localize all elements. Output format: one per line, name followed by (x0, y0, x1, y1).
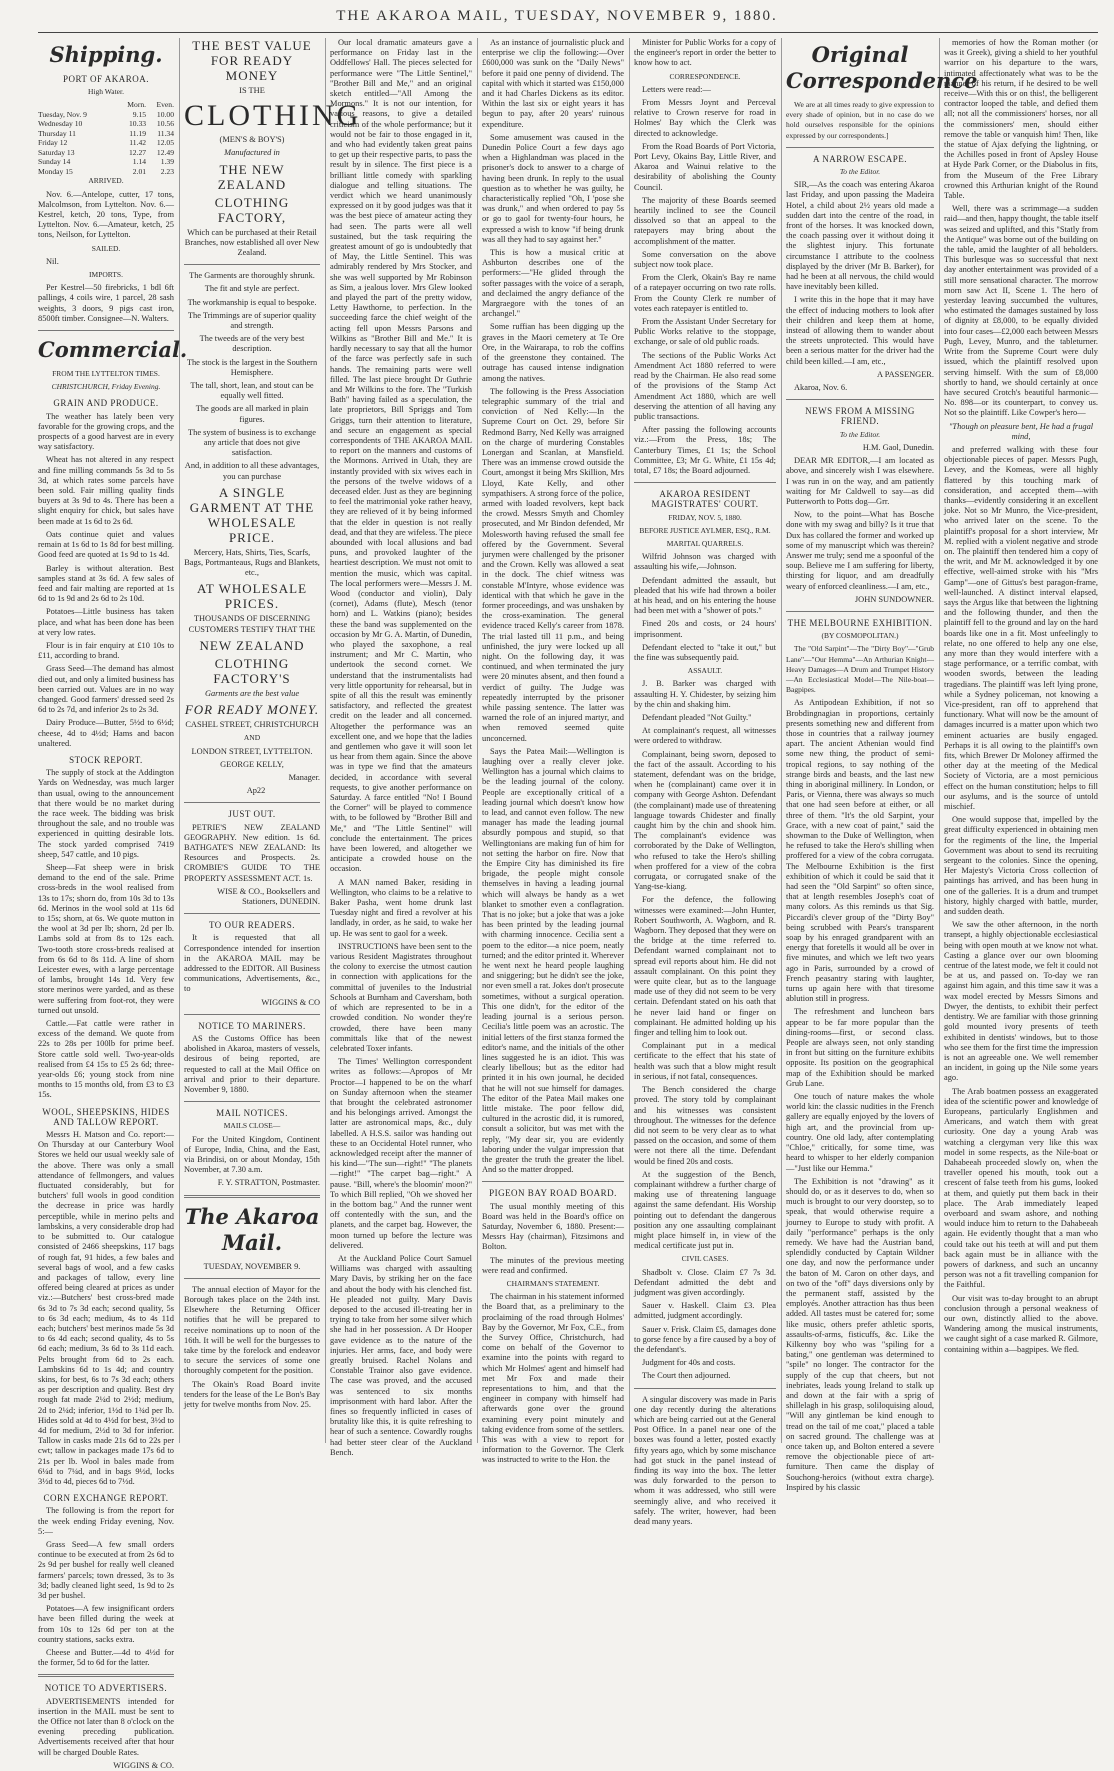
mariners-text: AS the Customs Office has been abolished in Akaroa, masters of vessels, desirous of being reported, are requested to call at the Mail Office on arrival and prior to their departure. November 9, 1880. (184, 1033, 320, 1094)
exhibition-paragraph: As Antipodean Exhibition, if not so Brobdingnagian in proportions, certainly presents something new and different from those in countries that a railway journey apart. The ancient Athenian would find some new thing, the product of semi-tropical regions, to say nothing of the strange birds and beasts, and the last new thing in aboriginal millinery. In London, or Paris, or Vienna, there was always so much that one had seen before at either, or all three of them. "It's the old Sarpint, your Grace, with a new coat of paint," said the showman to the Duke of Wellington, when he refused to take the Hero's shilling when proffered for a view of the cobra corrugata. The Melbourne Exhibition is the first exhibition of which it could be said that it had seen the "Old Sarpint" so often since, that at length resembles Joseph's coat of many colors. As this reminds us that Sig. Piccardi's clever group of the "Dirty Boy" being scrubbed with Pears's transparent soap by his enraged grandparent with an energy that foretells it would all be over in five minutes, and which we left two years ago in Paris, surrounded by a crowd of French peasantry staring with laughter, turns up again here with that tiresome ablution still in progress. (786, 698, 934, 1004)
ad-line: The Trimmings are of superior quality and strength. (187, 310, 317, 331)
ad-line: IS THE (239, 86, 265, 95)
column-divider (325, 38, 326, 1443)
court-heading: AKAROA RESIDENT MAGISTRATES' COURT. (651, 489, 759, 510)
ad-line: CLOTHING FACTORY'S (213, 655, 291, 686)
exhibition-paragraph: Our visit was to-day brought to an abrupt conclusion through a personal weakness of our own, distinctly allied to the above. Wandering among the musical instruments, we caught sight of a case marked R. Gilmore, containing within a—bagpipes. We fled. (944, 1293, 1098, 1354)
dateline: CHRISTCHURCH, Friday Evening. (51, 382, 161, 392)
leader-paragraph: The annual election of Mayor for the Borough takes place on the 24th inst. Elsewhere the Returning Officer notifies that he will be prepared to receive nominations up to noon of the 16th. It will be well for the burgesses to take time by the forelock and endeavor to secure the services of some one thoroughly competent for the position. (184, 1284, 320, 1376)
correspondence-title: Original Correspondence (786, 42, 978, 93)
news-paragraph: The sections of the Public Works Act Amendment Act 1880 referred to were read by the Chairman. He also read some of the provisions of the Stamp Act Amendment Act 1880, which are well deserving the attention of all having any public transactions. (634, 350, 776, 421)
column-2 (184, 38, 362, 1443)
ad-line: The tall, short, lean, and stout can be equally well fitted. (190, 381, 314, 401)
exhibition-summary: The "Old Sarpint"—The "Dirty Boy"—"Grub Lane"—"Our Hemma"—An Arthurian Knight—Heavy Damages—A Drum and Trumpet History—An Ecclesiastical Model—The Nile-boat—Bagpipes. (786, 644, 934, 695)
separator (786, 611, 934, 612)
news-paragraph: Shadbolt v. Close. Claim £7 7s 3d. Defendant admitted the debt and judgment was given accordingly. (634, 1267, 776, 1297)
news-paragraph: From the Clerk, Okain's Bay re name of a ratepayer occurring on two rate rolls. From the County Clerk re number of votes each ratepayer is entitled to. (634, 273, 776, 313)
separator (184, 913, 320, 914)
separator (38, 1674, 174, 1677)
exhibition-paragraph: One would suppose that, impelled by the great difficulty experienced in obtaining men for the regiments of the line, the Imperial Government was about to send its recruiting sergeant to the colonies. Since the opening, Her Majesty's Victoria Cross collection of paintings has arrived, and has been hung in one of the galleries. It is a drum and trumpet history, highly charged with battle, murder, and sudden death. (944, 815, 1098, 917)
readers-text: It is requested that all Correspondence intended for insertion in the AKAROA MAIL may be addressed to the EDITOR. All Business communications, Advertisements, &c., to (184, 933, 320, 994)
clothing-advertisement (184, 38, 362, 796)
ad-line: THE BEST VALUE FOR READY MONEY (192, 38, 312, 83)
pigeon-bay-heading: PIGEON BAY ROAD BOARD. (489, 1188, 617, 1199)
column-7 (944, 38, 1098, 1443)
letter-heading: NEWS FROM A MISSING FRIEND. (805, 406, 915, 427)
news-paragraph: The Court then adjourned. (642, 1371, 731, 1381)
mail-heading: MAIL NOTICES. (216, 1108, 288, 1119)
news-paragraph: Some amusement was caused in the Dunedin Police Court a few days ago when a Highlandman was placed in the prisoner's dock to answer to a charge of having been drunk. In reply to the usual question as to whether he was guilty, he characteristically replied "Oh, I 'pose she was drunk," and when ordered to pay 5s or go to gaol for twenty-four hours, he expressed a wish to know "if being drunk was all they had to say against her." (482, 132, 624, 244)
news-paragraph: Complainant put in a medical certificate to the effect that his state of health was such that a blow might result in serious, if not fatal, consequences. (634, 1041, 776, 1081)
news-paragraph: Defendant elected to "take it out," but the fine was subsequently paid. (634, 642, 776, 662)
masthead-rule (38, 32, 1098, 33)
grain-paragraph: The weather has lately been very favorable for the growing crops, and the prospects of a good harvest are in every way satisfactory. (38, 411, 174, 452)
column-divider (939, 38, 940, 1443)
letter-heading: A NARROW ESCAPE. (812, 153, 908, 164)
imports-text: Per Kestrel—50 firebricks, 1 bdl 6ft pallings, 4 coils wire, 1 parcel, 28 sash weights, 3 doors, 9 pigs cast iron, 8500ft timber. Consignee—N. Walters. (38, 283, 174, 323)
column-divider (477, 38, 478, 1443)
news-paragraph: Judgment for 40s and costs. (642, 1358, 736, 1368)
ad-line: GEORGE KELLY, (220, 759, 284, 769)
leader-paragraph: The Okain's Road Board invite tenders for the lease of the Le Bon's Bay jetty for twelve months from Nov. 25. (184, 1379, 320, 1410)
news-paragraph: A MAN named Baker, residing in Wellington, who claims to be a relative to Baker Pasha, went home drunk last Tuesday night and fired a revolver at his landlady, in order, as he said, to wake her up. He was sent to gaol for a week. (330, 877, 472, 938)
news-paragraph: At complainant's request, all witnesses were ordered to withdraw. (634, 726, 776, 746)
separator (184, 1101, 320, 1102)
ad-line: NEW ZEALAND (199, 637, 305, 653)
news-paragraph: Letters were read:— (642, 84, 711, 94)
corn-paragraph: Grass Seed—A few small orders continue to be executed at from 2s 6d to 2s 9d per bushel for really well cleaned farmers' parcels; town dressed, 3s to 3s 3d; badly cleaned light seed, 1s 9d to 2s 3d per bushel. (38, 1539, 174, 1600)
tide-header-row: Morn. Even. (127, 100, 174, 110)
exhibition-paragraph: One touch of nature makes the whole world kin: the classic nudities in the French gallery are equally enjoyed by the lovers of high art, and the provincial from up-country. One old lady, after contemplating "Chloe," critically, for some time, was heard to whisper to her elderly companion—"Just like our Hemma." (786, 1092, 934, 1173)
grain-paragraph: Oats continue quiet and values remain at 1s 6d to 1s 8d for best milling. Good feed are quoted at 1s 9d to 1s 4d. (38, 529, 174, 560)
letter-signature: JOHN SUNDOWNER. (854, 594, 934, 604)
exhibition-paragraph: We saw the other afternoon, in the north transept, a highly objectionable ecclesiastical being with open mouth at we know not what. Casting a glance over our own blooming centrue of the latest mode, we felt it could not be at us, and passed on. To-day we ran against him again, and this time saw it was a wax model erected by Messrs Simons and Dwyer, the dentists, to exhibit their perfect dentistry. We are familiar with those grinning gold mounted ivory presents of teeth exhibited in dentists' windows, but to those who see them for the first time the impression is not an agreeable one. We well remember an incident, in going up the Nile some years ago. (944, 920, 1098, 1083)
paper-date: TUESDAY, NOVEMBER 9. (203, 1261, 301, 1271)
column-4 (482, 38, 624, 1465)
grain-paragraph: Potatoes—Little business has taken place, and what has been done has been at very low rates. (38, 607, 174, 637)
letter-paragraph: DEAR MR EDITOR,—I am located as above, and sincerely wish I was elsewhere. I was run in on the way, and am patiently waiting for Mr Caldwell to say—as did Putterworth to Potts dog—Grr. (786, 456, 934, 506)
tide-row: Tuesday, Nov. 9 9.15 10.00 (38, 109, 174, 119)
stock-paragraph: Cattle.—Fat cattle were rather in excess of the demand. We quote from 22s to 28s per 100lb for prime beef. Store cattle sold well. Two-year-olds realised from £4 15s to £5 2s 6d; three-year-olds £6; young stock from nine months to 15 months old, from £3 to £3 15s. (38, 1019, 174, 1100)
news-paragraph: Wilfrid Johnson was charged with assaulting his wife,—Johnson. (634, 552, 776, 572)
grain-paragraph: Barley is without alteration. Best samples stand at 3s 6d. A few sales of feed and fair malting are reported at 1s 6d to 1s 9d and 2s 6d to 2s 10d. (38, 563, 174, 604)
ad-line: The goods are all marked in plain figures. (195, 404, 309, 424)
news-paragraph: Defendant admitted the assault, but pleaded that his wife had thrown a boiler at his head, and on his entering the house had been met with a "shower of pots." (634, 575, 776, 616)
notice-signature: WIGGINS & CO. (113, 1760, 174, 1770)
tide-row: Wednesday 10 10.33 10.56 (38, 119, 174, 129)
news-paragraph: The majority of these Boards seemed heartily inclined to see the Council dissolved so that an appeal to the ratepayers may bring about the accomplishment of the matter. (634, 195, 776, 246)
exhibition-paragraph: memories of how the Roman mother (or was it Greek), giving a shield to her youthful warrior on his departure to the wars, intimated affectionately what was to be the manner of his return, if he desired to be well receive—With this or on this!, the belligerent contractor looped the table, and defied them all; not all the commissioners' horses, nor all the commissioners' men, should either remove the table or vanquish him! Then, like the statue of Ajax defying the lightning, or the Achilles posed in front of Apsley House at Hyde Park Corner, or the Diabolus in fits, from the Museum of the Free Library crowned this Arthurian knight of the Round Table. (944, 38, 1098, 201)
corn-paragraph: The following is from the report for the week ending Friday evening, Nov. 5:— (38, 1506, 174, 1536)
exhibition-quote: "Though on pleasure bent, He had a frugal mind, (948, 421, 1094, 441)
exhibition-heading: THE MELBOURNE EXHIBITION. (787, 617, 933, 628)
news-paragraph: The following is the Press Association telegraphic summary of the trial and conviction of Ned Kelly:—In the Supreme Court on Oct. 29, before Sir Redmond Barry, Ned Kelly was arraigned on the charge of murdering Constables Lonergan and Scanlan, at Mansfield. There was an immense crowd outside the Court, amongst it being Mrs Skillion, Mrs Lloyd, Kate Kelly, and other sympathisers. A strong force of the police, armed with loaded revolvers, kept back the crowd. Messrs Smyth and Chomley prosecuted, and Mr Bindon defended, Mr Molesworth having refused the small fee offered by the Government. Several jurymen were challenged by the prisoner and the Crown. Kelly was allowed a seat in the dock. The chief witness was constable M'Intyre, whose evidence was identical with that which he gave in the former proceedings, and was unshaken by the cross-examination. The general evidence traced Kelly's career from 1878. The trial lasted till 11 p.m., and being unfinished, the jury were locked up all night. On the following day, it was continued, and when terminated the jury were 20 minutes absent, and then found a verdict of guilty. The Judge was repeatedly interrupted by the prisoner while passing sentence. The latter was warned the role of an injured martyr, and when removed seemed quite unconcerned. (482, 386, 624, 743)
separator (482, 1181, 624, 1182)
news-paragraph: Minister for Public Works for a copy of the engineer's report in order the better to know how to act. (634, 38, 776, 68)
separator (184, 802, 320, 803)
exhibition-paragraph: The Arab boatmen possess an exaggerated idea of the scientific power and knowledge of Europeans, particularly Englishmen and Americans, and watch them with great curiosity. One day a young Arab was watching a clergyman very like this wax model in some respects, as the Nile-boat or Dahabeeah proceeded slowly on, when the traveller opened his mouth, took out a crescent of false teeth from his gums, looked at them, and quietly put them back in their place. The Arab immediately leaped overboard and swam ashore, and nothing would induce him to return to the Dahabeeah again. He evidently thought that a man who could take out his teeth at will and put them back again must be in alliance with the powers of darkness, and such an uncanny person was not a fit travelling companion for the Faithful. (944, 1086, 1098, 1290)
just-out-heading: JUST OUT. (228, 809, 276, 820)
corn-paragraph: Cheese and Butter.—4d to 4½d for the former, 5d to 6d for the latter. (38, 1648, 174, 1668)
exhibition-paragraph: The refreshment and luncheon bars appear to be far more popular than the dining-rooms—first, or second class. People are always seen, not only standing in front but sitting on the furniture exhibits opposite. Its position on the geographical map of the Exhibition should be marked Grub Lane. (786, 1007, 934, 1088)
tide-row: Thursday 11 11.19 11.34 (38, 128, 174, 138)
just-out-text: PETRIE'S NEW ZEALAND GEOGRAPHY. New edition. 1s 6d. BATHGATE'S NEW ZEALAND: Its Resources and Prospects. 2s. CROMBIE'S GUIDE TO THE PROPERTY ASSESSMENT ACT. 1s. (184, 822, 320, 883)
wool-paragraph: Messrs H. Matson and Co. report:—On Thursday at our Canterbury Wool Stores we held our usual weekly sale of the above. There was only a small attendance of fellmongers, and values fluctuated considerably, but for butchers' full wools in good condition the decrease in price was hardly perceptible, while in merino pelts and lambskins, a very considerable drop had to be submitted to. Our catalogue consisted of 2466 sheepskins, 117 bags of rough fat, 91 hides, a few bales and several bags of wool, and a few casks and packages of tallow, every line offered being cleared at prices as under viz.:—Butchers' best cross-bred made 6s 3d to 7s 3d each; second quality, 5s to 6s 3d each; medium, 4s to 4s 11d each; butchers' best merinos made 5s 3d to 6s 4d each; second quality, 4s to 5s 6d each; medium, 3s 6d to 3s 11d each. Pelts brought from 6d to 2s each. Lambskins 6d to 1s 4d; and country skins, for best, 6s to 7s 3d each; others as per description and quality. Best dry rough fat made 2¼d to 2½d; medium, 2d to 2¼d; inferior, 1½d to 1¾d per lb. Hides sold at 4d to 4½d for best, 3½d to 4d for medium, 2½d to 3d for inferior. Tallow in casks made 21s 6d to 22s per cwt; tallow in packages made 17s 6d to 21s per lb. Wool in bales made from 6¼d to 7¼d, and in bags 9½d, locks 3½d to 4d, pieces 6d to 7½d. (38, 1130, 174, 1486)
separator (38, 330, 174, 331)
ad-line: CASHEL STREET, CHRISTCHURCH (185, 720, 319, 730)
court-subheading: CIVIL CASES. (681, 1254, 729, 1264)
ad-line: THOUSANDS OF DISCERNING CUSTOMERS TESTIFY THAT THE (188, 614, 316, 634)
court-subheading: MARITAL QUARRELS. (666, 538, 744, 548)
news-paragraph: Our local dramatic amateurs gave a performance on Friday last in the Oddfellows' Hall. The pieces selected for performance were "The Little Sentinel," "Brother Bill and Me," and an original sketch entitled—"All Among the Mormons." It is not our intention, for various reasons, to give a detailed criticism of the whole performance; but it would not be fair to those engaged in it, and who had evidently taken great pains to get up their respective parts, to pass the result by in silence. The first piece is a brilliant little comedy with sparkling dialogue and telling situations. The verdict which we heard unanimously expressed on it by good judges was that it was the best piece of amateur acting they had seen. The parts were all well sustained, but the task requiring the greatest amount of go is undoubtedly that of May, the Little Sentinel. This was admirably rendered by Mrs Stocker, and she was well supported by Mr Robinson as Sim, a jealous lover. Mrs Glew looked and played the part of the pretty widow, Letty Hawthorne, to perfection. In the succeeding farce the chief weight of the acting fell upon Messrs Parsons and Wilkins as "Brother Bill and Me." It is hardly necessary to say that all the humor of the farce was perfectly safe in such hands. The remaining parts were well filled. The last piece brought Dr Guthrie and Mr Wilkins to the fore. The "Turkish Bath" having failed as a speculation, the late proprietors, Bill Spriggs and Tom Griggs, turn their attention to literature, and secure an engagement as special correspondents of THE AKAROA MAIL to report on the manners and customs of the Mormons. Arrived in Utah, they are instantly provided with six wives each in the persons of the twelve widows of a deceased elder. Just as they are beginning to feel the matrimonial yoke rather heavy, they are relieved of it by being informed that the elder in question is not really dead, and that they are wifeless. The piece abounded with local allusions and bad puns, and provoked laughter of the heartiest description. We must not omit to mention the music, which was capital. The local performers were—Messrs J. M. Wood (conductor and violin), Daly (cornet), Adams (flute), Mesch (tenor horn) and L. Watkins (piano); besides these the band was supplemented on the occasion by Mr G. A. Martin, of Dunedin, who played the saxophone, a real instrument; and Mr C. Martin, who undertook the second cornet. We understand that the instrumentalists had very little opportunity for rehearsal, but in spite of all this the result was eminently satisfactory, and reflected the greatest credit on the leader and all concerned. Altogether the performance was an excellent one, and we hope that the ladies and gentlemen who gave it will soon let us hear from them again. Since the above was in type we find that the amateurs decided, in accordance with several requests, to give another performance on Saturday. A farce entitled "No! I Bound the Corner" will be played to commence with, to be followed by "Brother Bill and Me," and "The Little Sentinel" will conclude the entertainment. The prices have been lowered, and altogether we anticipate a crowded house on the occasion. (330, 38, 472, 874)
mail-subheading: MAILS CLOSE— (223, 1121, 281, 1131)
tide-row: Saturday 13 12.27 12.49 (38, 147, 174, 157)
just-out-signature: WISE & CO., Booksellers and Stationers, DUNEDIN. (217, 886, 320, 906)
disclaimer: We are at all times ready to give expression to every shade of opinion, but in no case do we hold ourselves responsible for the opinions expressed by our correspondents.] (786, 100, 934, 140)
ad-line: Mercery, Hats, Shirts, Ties, Scarfs, Bags, Portmanteaus, Rugs and Blankets, etc., (184, 547, 320, 578)
mail-signature: F. Y. STRATTON, Postmaster. (217, 1178, 320, 1188)
news-paragraph: The minutes of the previous meeting were read and confirmed. (482, 1255, 624, 1275)
notice-advertisers-text: ADVERTISEMENTS intended for insertion in the MAIL must be sent to the Office not later than 8 o'clock on the evening preceding publication. Advertisements received after that hour will be charged Double Rates. (38, 1696, 174, 1757)
shipping-title: Shipping. (49, 42, 163, 67)
ad-line: The Garments are thoroughly shrunk. (189, 271, 315, 281)
source-line: FROM THE LYTTELTON TIMES. (52, 369, 160, 379)
corn-heading: CORN EXCHANGE REPORT. (43, 1493, 169, 1504)
news-paragraph: From Messrs Joynt and Perceval relative to Crown reserve for road in Holmes' Bay which the Clerk was directed to acknowledge. (634, 98, 776, 138)
ad-line: LONDON STREET, LYTTELTON. (191, 746, 313, 756)
letter-paragraph: Now, to the point—What has Bosche done with my swag and billy? Is it true that Dux has collared the former and worked up some of my manuscript which was therein? Answer me truly; send me a spoonful of the soup. Believe me I am suffering for liberty, thirsting for liquor, and am dreadfully weary of enforced cleanliness.—I am, etc., (786, 510, 934, 591)
tide-row: Friday 12 11.42 12.05 (38, 138, 174, 148)
separator (786, 399, 934, 400)
mail-text: For the United Kingdom, Continent of Europe, India, China, and the East, via Brindisi, on or about Monday, 15th November, at 7.30 a.m. (184, 1134, 320, 1175)
stock-paragraph: The supply of stock at the Addington Yards on Wednesday, was much larger than usual, owing to the announcement that there would be no market during the race week. The bidding was brisk throughout the sale, and no trouble was experienced in quitting desirable lots. The stock yarded comprised 7419 sheep, 547 cattle, and 10 pigs. (38, 768, 174, 859)
news-paragraph: From the Assistant Under Secretary for Public Works relative to the stoppage, exchange, or sale of old public roads. (634, 317, 776, 347)
ad-headline: CLOTHING (184, 99, 362, 133)
news-paragraph: Sauer v. Frisk. Claim £5, damages done to gorse fence by a fire caused by a boy of the defendant's. (634, 1324, 776, 1354)
high-water-heading: High Water. (88, 87, 124, 97)
news-paragraph: At the suggestion of the Bench, complainant withdrew a further charge of making use of threatening language against the same defendant. His Worship pointing out to defendant the dangerous position any one assaulting complainant might place himself in, in view of the medical certificate just put in. (634, 1169, 776, 1251)
separator (634, 482, 776, 483)
grain-paragraph: Flour is in fair enquiry at £10 10s to £11, according to brand. (38, 640, 174, 661)
arrivals-text: Nov. 6.—Antelope, cutter, 17 tons, Malcolmson, from Lyttelton. Nov. 6.—Kestrel, ketch, 20 tons, Type, from Lyttelton. Nov. 6.—Amateur, ketch, 25 tons, Neilson, for Lyttelton. (38, 189, 174, 240)
exhibition-paragraph: Well, there was a scrimmage—a sudden raid—and then, happy thought, the table itself was seized and uplifted, and this "Statly from the Antique" was borne out of the building on the table, amid the laughter of all beholders. This burlesque was so successful that next day another entertainment was provided of a still more sensational character. The morrow morn saw Act II, Scene 1. The hero of yesterday leaving succumbed the vultures, who estimated the damages sustained by loss of dignity at £8,000, to be equally divided into four cases—£2,000 each between Messrs Pugh, Levey, Munro, and the tableturner. Write from the Supreme Court were duly issued, which the plaintiff resolved upon serving himself. With the sum of £8,000 shortly to hand, we should certainly at once have secured Crotch's beautiful harmonic—No. 898—or its counterpart, to convey us. Not so the plaintiff. Like Cowper's hero— (944, 204, 1098, 418)
ad-line: Garments are the best value (204, 688, 300, 698)
ad-line: The system of business is to exchange any article that does not give satisfaction. (188, 427, 316, 458)
ad-line: (MEN'S & BOY'S) (219, 135, 285, 145)
ad-line: The stock is the largest in the Southern Hemisphere. (186, 357, 318, 377)
port-heading: PORT OF AKAROA. (62, 74, 150, 84)
ad-line: Ap22 (246, 786, 266, 796)
ad-line: AT WHOLESALE PRICES. (196, 581, 308, 612)
corn-paragraph: Potatoes—A few insignificant orders have been filled during the week at from 10s to 12s 6d per ton at the country stations, sacks extra. (38, 1604, 174, 1644)
court-date: FRIDAY, NOV. 5, 1880. (668, 512, 742, 522)
readers-signature: WIGGINS & CO (261, 997, 320, 1007)
news-paragraph: INSTRUCTIONS have been sent to the various Resident Magistrates throughout the colony to exercise the utmost caution in connection with applications for the committal of juveniles to the Industrial Schools at Burnham and Caversham, both of which are represented to be in a crowded condition. No wonder they're crowded, there have been many committals like that of the newest celebrated Toxer infants. (330, 941, 472, 1053)
separator (184, 1014, 320, 1015)
ad-line: The tweeds are of the very best description. (199, 334, 305, 354)
arrived-heading: ARRIVED. (88, 176, 124, 186)
letter-paragraph: I write this in the hope that it may have the effect of inducing mothers to look after their children and keep them at home, instead of allowing them to wander about the streets unprotected. This would have been a serious matter for the driver had the child been killed.—I am, etc., (786, 295, 934, 366)
letter-signature: A PASSENGER. (877, 369, 934, 379)
news-paragraph: Complainant, being sworn, deposed to the fact of the assault. According to his statement, defendant was on the bridge, when he (complainant) came over it in company with George Ashton. Defendant (the complainant) made use of threatening language towards Chidester and finally caught him by the chin and shook him. The complainant's evidence was corroborated by the Dake of Wellington, who refused to take the Hero's shilling when proffered for a view of the cobra corrugata, or corrugated snake of the Yang-tse-kiang. (634, 749, 776, 892)
news-paragraph: This is how a musical critic at Ashburton describes one of the performers:—"He glided through the softer passages with the voice of a seraph, and declaimed the angry defiance of the Margraegore with the tones of an archangel." (482, 248, 624, 319)
news-paragraph: Some conversation on the above subject now took place. (634, 249, 776, 270)
masthead: THE AKAROA MAIL, TUESDAY, NOVEMBER 9, 1880. (336, 8, 778, 24)
news-paragraph: The chairman in his statement informed the Board that, as a preliminary to the proclaiming of the road through Holmes' Bay by the Governor, Mr Fox, C.E., from the Survey Office, Christchurch, had come on behalf of the Governor to examine into the points with regard to which Mr Holmes' agent and himself had met Mr Fox and made their representations to him, and that the engineer in company with himself had afterwards gone over the ground examining every point minutely and taking evidence from some of the settlers. This was with a view to report for information to the Governor. The Clerk was instructed to write to the Hon. the (482, 1292, 624, 1465)
tide-row: Sunday 14 1.14 1.39 (38, 157, 174, 167)
column-divider (781, 38, 782, 1443)
exhibition-byline: (BY COSMOPOLITAN.) (821, 631, 899, 641)
exhibition-paragraph: The Exhibition is not "drawing" as it should do, or as it deserves to do, when so much is brought to our very doorstep, so to speak, that would otherwise require a journey to Europe to study with profit. A daily "performance" perhaps is the only remedy. We have had the Austrian band, splendidly conducted by Captain Wildner one day, and now the performance under the baton of M. Caron on other days, and on two of the "off" days diversions only by the permanent staff, assisted by the employés. Another attraction has thus been added. All tastes must be catered for; some like music, others prefer athletic sports, assaults-of-arms, fisticuffs, &c. Like the Kilkenny boy who was "spiling for a bating," one gentleman was determined to "spile" no longer. The contractor for the supply of the cup that cheers, but not inebriates, leads young Ireland to stalk up and down at the fair with a sprig of shillelagh in his grasp, soliloquising aloud, "Will any gintleman be kind enough to tread on the tail of me coat," placed a table on sacred ground. The challenge was at once taken up, and Bolton entered a severe remove the objectionable piece of art-furniture. Then came the display of Souchong-heroics (without extra charge). Inspired by his classic (786, 1176, 934, 1492)
stock-heading: STOCK REPORT. (69, 754, 143, 765)
court-subheading: ASSAULT. (687, 666, 723, 676)
grain-heading: GRAIN AND PRODUCE. (53, 398, 159, 409)
sailed-text: Nil. (46, 256, 59, 266)
letter-address: H.M. Gaol, Dunedin. (862, 442, 934, 452)
court-before: BEFORE JUSTICE AYLMER, ESQ., R.M. (639, 525, 771, 535)
tide-table (38, 100, 174, 176)
separator (634, 1388, 776, 1389)
letter-paragraph: SIR,—As the coach was entering Akaroa last Friday, and upon passing the Madeira Hotel, a child about 2½ years old made a sudden dart into the centre of the road, in front of the horses. It was knocked down, the coach passing over it without doing it the slightest injury. This fortunate circumstance I attribute to the coolness displayed by the driver (Mr B. Barker), for had he been at all nervous, the child would have inevitably been killed. (786, 180, 934, 292)
news-paragraph: The Times' Wellington correspondent writes as follows:—Apropos of Mr Proctor—I happened to be on the wharf on Sunday afternoon when the steamer that brought the celebrated astronomer and his belongings arrived. Amongst the latter are astronomical maps, &c., duly labelled. A H.S.S. sailor was handing out these to an Occidental Hotel runner, who acknowledged receipt after the manner of his kind—"The sun—right!" "The planets—right!" "The carpet bag—right." A pause. "Bill, where's the bloomin' moon?" To which Bill replied, "Oh we shoved her in the bottom bag." And the runner went off contentedly with the sun, and the planets, and the carpet bag. However, the moon turned up before the lecture was delivered. (330, 1057, 472, 1250)
ad-line: Manager. (288, 772, 320, 782)
news-paragraph: J. B. Barker was charged with assaulting H. Y. Chidester, by seizing him by the chin and shaking him. (634, 679, 776, 709)
wool-heading: WOOL, SHEEPSKINS, HIDES AND TALLOW REPORT. (42, 1106, 170, 1127)
column-6 (786, 38, 978, 1492)
tide-row: Monday 15 2.01 2.23 (38, 166, 174, 176)
news-paragraph: After passing the following accounts viz.:—From the Press, 18s; The Canterbury Times, £1 1s; the School Committee, £3; Mr G. White, £1 15s 4d; total, £7 18s; the Board adjourned. (634, 425, 776, 475)
news-paragraph: A singular discovery was made in Paris one day recently during the alterations which are being carried out at the General Post Office. In a panel near one of the boxes was found a letter, posted exactly fifty years ago, which by some mischance had got stuck in the panel instead of finding its way into the box. The letter was duly forwarded to the person to whom it was addressed, who still were seemingly alive, and who received it safely. The writer, however, had been dead many years. (634, 1394, 776, 1527)
ad-line: THE NEW ZEALAND (217, 161, 287, 192)
paper-title: The Akaroa Mail. (184, 1203, 320, 1255)
chairman-heading: CHAIRMAN'S STATEMENT. (506, 1278, 600, 1288)
commercial-title: Commercial. (38, 337, 188, 363)
column-divider (179, 38, 180, 1443)
ad-line: FOR READY MONEY. (184, 702, 320, 718)
exhibition-paragraph: and preferred walking with these four objectionable pieces of paper. Messrs Pugh, Levey, and the Komeas, were all highly flattered by this touching mark of consideration, and accepted them—with thanks—evidently considering it an excellent joke. Not so Mr Munro, the Vice-president, who arrived later on the scene. To the plaintiff's proposal for a short interview, Mr M. replied with a violent negative and strode on. The plaintiff then tendered him a copy of the writ, and Mr M. acknowledged it by one effective, well-aimed stroke with his "Mrs Gamp"—one of Gittus's best paragon-frame, well-launched. A distinct interval elapsed, says the Argus like that between the lightning and the following thunder, and then the plaintiff fell to the ground and lay on the hard boards like one in a fit. Most unfeelingly to relate, no one offered to help any one else, any more than they would interfere with a stage performance, or a terrific combat, with wooden swords, between the leading tragedians. The plaintiff was left lying prone, while a Sydney policeman, not knowing a Vice-president, ran off to apprehend that functionary. What will now be the amount of damages incurred is a matter upon which two eminent actuaries are busily engaged. Perhaps it is all owing to the plaintiff's own fits, which Brewer Dr Moloney affirmed the other day at the meeting of the Medical Society of Victoria, are a most pernicious effect on the human constitution; helps to fill our asylums, and is the source of untold mischief. (944, 444, 1098, 812)
mariners-heading: NOTICE TO MARINERS. (198, 1020, 306, 1031)
grain-paragraph: Dairy Produce—Butter, 5½d to 6½d; cheese, 4d to 4½d; Hams and bacon unaltered. (38, 718, 174, 748)
ad-line: CLOTHING FACTORY, (214, 194, 290, 225)
notice-advertisers-heading: NOTICE TO ADVERTISERS. (44, 1683, 168, 1694)
column-5 (634, 38, 776, 1527)
readers-heading: TO OUR READERS. (208, 920, 296, 931)
column-3 (330, 38, 472, 1457)
grain-paragraph: Wheat has not altered in any respect and fine milling commands 5s 3d to 5s 3d, at which rates some parcels have been sold. Fair milling quality finds buyers at 3s 9d to 4s. There has been a slight enquiry for chick, but sales have been made at 1s 6d to 2s 6d. (38, 455, 174, 526)
grain-paragraph: Grass Seed—The demand has almost died out, and only a limited business has been carried out. Values are in no way changed. Good farmers' dressed seed 2s 6d to 2s 7d, and inferior 2s to 2s 3d. (38, 664, 174, 715)
stock-paragraph: Sheep—Fat sheep were in brisk demand to the end of the sale. Prime cross-breds in the wool realised from 13s to 17s; shorn do, from 10s 3d to 13s 6d. Merinos in the wool sold at 11s 6d to 15s; shorn, at 6s. We quote mutton in the wool at 3d per lb; shorn, 2d per lb. Lambs sold at from 8s to 12s each. Two-tooth store cross-breds realised at from 6s 6d to 8s 11d. A line of shorn Leicester ewes, with a large percentage of lambs, brought 14s 1d. Very few store merinos were yarded, and as these were suffering from foot-rot, they were turned out unsold. (38, 862, 174, 1015)
column-divider (629, 38, 630, 1443)
ad-line: The fit and style are perfect. (204, 284, 300, 294)
separator (184, 264, 320, 265)
correspondence-heading: CORRESPONDENCE. (669, 71, 741, 81)
letter-date: Akaroa, Nov. 6. (794, 383, 848, 393)
ad-line: And, in addition to all these advantages, you can purchase (184, 461, 320, 481)
news-paragraph: Defendant pleaded "Not Guilty." (642, 712, 752, 722)
news-paragraph: For the defence, the following witnesses were examined:—John Hunter, Robert Southworth, A. Wagborn, and R. Wagborn. They deposed that they were on the bridge at the time referred to. Defendant warned complainant not to spread evil reports about him. He did not assault complainant. On this point they were quite clear, but as to the language made use of they did not seem to be very certain. Defendant stated on his oath that he never laid hand or finger on complainant. He admitted holding up his finger and telling him to look out. (634, 895, 776, 1038)
ad-line: AND (243, 733, 261, 743)
news-paragraph: As an instance of journalistic pluck and enterprise we clip the following:—Over £600,000 was sunk on the "Daily News" before it paid one penny of dividend. The capital with which it started was £150,000 and it had Charles Dickens as its editor. Within the last six or eight years it has begun to pay, after 20 years' ruinous expenditure. (482, 38, 624, 129)
ad-line: Which can be purchased at their Retail Branches, now established all over New Zealand. (184, 227, 320, 258)
letter-addressee: To the Editor. (839, 429, 881, 439)
news-paragraph: The usual monthly meeting of this Board was held in the Board's office on Saturday, November 6, 1880. Present:—Messrs Hay (chairman), Fitzsimons and Bolton. (482, 1201, 624, 1252)
separator (184, 1278, 320, 1279)
news-paragraph: Some ruffian has been digging up the graves in the Maori cemetery at Te Ore Ore, in the Wairarapa, to rob the coffins of the greenstone they contained. The outrage has caused intense indignation among the natives. (482, 322, 624, 383)
news-paragraph: Says the Patea Mail:—Wellington is laughing over a really clever joke. Wellington has a journal which claims to be the leading journal of the colony. People are exceptionally critical of a leading journal which doesn't know how to lead, and cannot even follow. The new manager has made the leading journal absurdly pompous and stupid, so that Wellingtonians are making fun of him for not setting the harbor on fire. Now that the Empire City has diminished its fire brigade, the people might console themselves in having a leading journal which will always be handy as a wet blanket to smother even a conflagration. That is no joke; but a joke that was a joke has been printed by the leading journal with charming innocence. Cecilia sent a poem to the editor—a nice poem, neatly turned; and the editor printed it. Wherever he went next he heard people laughing and sniggering; but he didn't see the joke, nor even smell a rat. Jokes don't prosecute sometimes, without a surgical operation. This one didn't, for the editor of the leading journal is a serious person. Cecilia's little poem was an acrostic. The initial letters of the first stanza formed the editor's name, and the initials of the other lines suggested he is an idiot. This was clearly libellous; but as the editor had printed it in his own journal, he decided that he will not sue himself for damages. The editor of the Patea Mail makes one little mistake. The poor fellow did, cultured in the acrostic did, it is rumored, consult a solicitor, but was met with the reply, "My dear sir, you are evidently laboring under the vulgar impression that the greater the truth the greater the libel. And so the matter dropped. (482, 746, 624, 1175)
ad-line: A SINGLE GARMENT AT THE WHOLESALE PRICE. (189, 484, 315, 545)
news-paragraph: Sauer v. Haskell. Claim £3. Plea admitted, judgment accordingly. (634, 1301, 776, 1321)
column-1 (38, 38, 188, 1770)
imports-heading: IMPORTS. (89, 270, 123, 280)
letter-addressee: To the Editor. (839, 167, 881, 177)
ad-line: Manufactured in (224, 148, 280, 158)
sailed-heading: SAILED. (91, 243, 121, 253)
news-paragraph: At the Auckland Police Court Samuel Williams was charged with assaulting Mary Davis, by striking her on the face and about the body with his clenched fist. He pleaded not guilty. Mary Davis deposed to the accused ill-treating her in trying to take from her some silver which she had in her possession. A Dr Hooper gave evidence as to the nature of the injuries. Her arms, face, and body were greatly bruised. Rachel Nolans and Constable Trainor also gave evidence. The case was proved, and the accused was sentenced to six months imprisonment with hard labor. After the fines so frequently inflicted in cases of brutality like this, it is quite refreshing to hear of such a sentence. Cowardly roughs had better steer clear of the Auckland Bench. (330, 1253, 472, 1457)
separator (184, 1195, 320, 1198)
news-paragraph: From the Road Boards of Port Victoria, Port Levy, Okains Bay, Little River, and Akaroa and Wainui relative to the desirability of abolishing the County Council. (634, 141, 776, 192)
news-paragraph: The Bench considered the charge proved. The story told by complainant and his witnesses was consistent throughout. The witnesses for the defence did not seem to be very clear as to what passed on the occasion, and some of them were not there all the time. Defendant would be fined 20s and costs. (634, 1085, 776, 1166)
news-paragraph: Fined 20s and costs, or 24 hours' imprisonment. (634, 619, 776, 639)
separator (786, 147, 934, 148)
ad-line: The workmanship is equal to bespoke. (187, 297, 317, 307)
